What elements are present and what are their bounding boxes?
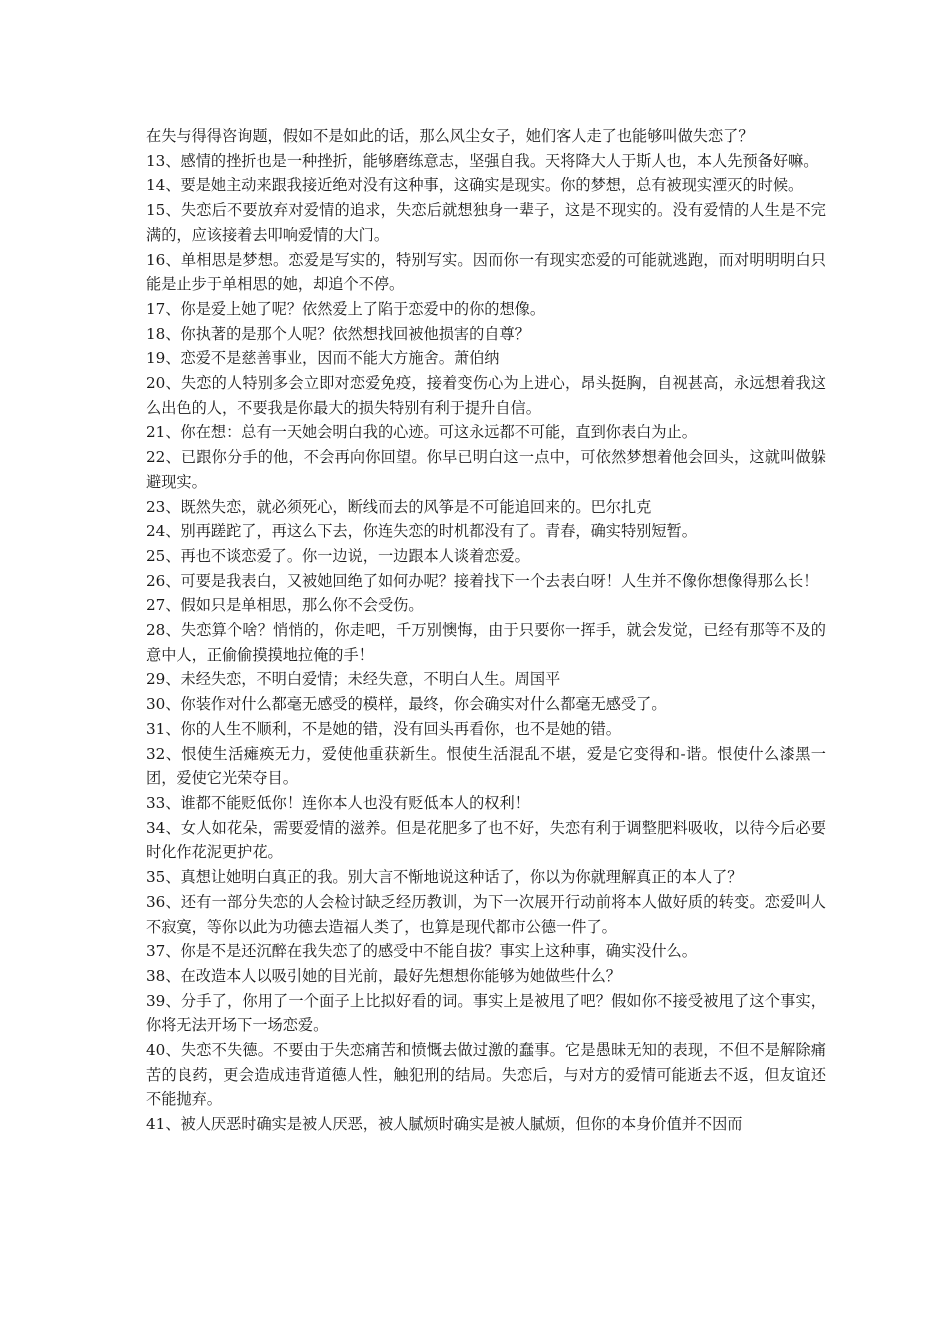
paragraph: 32、恨使生活瘫痪无力，爱使他重获新生。恨使生活混乱不堪，爱是它变得和-谐。恨使什么漆黑一团，爱使它光荣夺目。 <box>146 744 826 788</box>
paragraph: 16、单相思是梦想。恋爱是写实的，特别写实。因而你一有现实恋爱的可能就逃跑，而对明明明白只能是止步于单相思的她，却追个不停。 <box>146 250 826 294</box>
paragraph: 29、未经失恋，不明白爱情；未经失意，不明白人生。周国平 <box>146 670 561 689</box>
paragraph: 31、你的人生不顺利，不是她的错，没有回头再看你，也不是她的错。 <box>146 719 621 738</box>
paragraph: 27、假如只是单相思，那么你不会受伤。 <box>146 596 424 615</box>
paragraph: 在失与得得咨询题，假如不是如此的话，那么风尘女子，她们客人走了也能够叫做失恋了？ <box>146 127 754 145</box>
paragraph: 28、失恋算个啥？悄悄的，你走吧，千万别懊悔，由于只要你一挥手，就会发觉，已经有那等不及的意中人，正偷偷摸摸地拉俺的手！ <box>146 621 826 664</box>
paragraph: 38、在改造本人以吸引她的目光前，最好先想想你能够为她做些什么？ <box>146 966 621 985</box>
paragraph: 24、别再蹉跎了，再这么下去，你连失恋的时机都没有了。青春，确实特别短暂。 <box>146 522 697 541</box>
paragraph: 17、你是爱上她了呢？依然爱上了陷于恋爱中的你的想像。 <box>146 299 546 318</box>
paragraph: 34、女人如花朵，需要爱情的滋养。但是花肥多了也不好，失恋有利于调整肥料吸收，以待今后必要时化作花泥更护花。 <box>146 818 826 862</box>
paragraph: 26、可要是我表白，又被她回绝了如何办呢？接着找下一个去表白呀！人生并不像你想像得那么长！ <box>146 571 819 590</box>
paragraph: 33、谁都不能贬低你！连你本人也没有贬低本人的权利！ <box>146 793 530 812</box>
paragraph: 23、既然失恋，就必须死心，断线而去的风筝是不可能追回来的。巴尔扎克 <box>146 497 652 516</box>
paragraph: 39、分手了，你用了一个面子上比拟好看的词。事实上是被甩了吧？假如你不接受被甩了这个事实，你将无法开场下一场恋爱。 <box>146 991 826 1035</box>
paragraph: 18、你执著的是那个人呢？依然想找回被他损害的自尊？ <box>146 324 530 343</box>
paragraph: 20、失恋的人特别多会立即对恋爱免疫，接着变伤心为上进心，昂头挺胸，自视甚高，永远想着我这么出色的人，不要我是你最大的损失特别有利于提升自信。 <box>146 374 826 417</box>
paragraph: 14、要是她主动来跟我接近绝对没有这种事，这确实是现实。你的梦想，总有被现实湮灭的时候。 <box>146 176 804 195</box>
paragraph: 36、还有一部分失恋的人会检讨缺乏经历教训，为下一次展开行动前将本人做好质的转变。恋爱叫人不寂寞，等你以此为功德去造福人类了，也算是现代都市公德一件了。 <box>146 892 826 936</box>
paragraph: 22、已跟你分手的他，不会再向你回望。你早已明白这一点中，可依然梦想着他会回头，这就叫做躲避现实。 <box>146 448 826 491</box>
paragraph: 40、失恋不失德。不要由于失恋痛苦和愤慨去做过激的蠢事。它是愚昧无知的表现，不但不是解除痛苦的良药，更会造成违背道德人性，触犯刑的结局。失恋后，与对方的爱情可能逝去不返，但友谊还不能抛弃。 <box>146 1041 826 1109</box>
paragraph: 21、你在想：总有一天她会明白我的心迹。可这永远都不可能，直到你表白为止。 <box>146 423 697 442</box>
paragraph: 15、失恋后不要放弃对爱情的追求，失恋后就想独身一辈子，这是不现实的。没有爱情的人生是不完满的，应该接着去叩响爱情的大门。 <box>146 201 826 244</box>
paragraph: 37、你是不是还沉醉在我失恋了的感受中不能自拔？事实上这种事，确实没什么。 <box>146 942 697 961</box>
paragraph: 41、被人厌恶时确实是被人厌恶，被人腻烦时确实是被人腻烦，但你的本身价值并不因而 <box>146 1115 743 1134</box>
paragraph: 13、感情的挫折也是一种挫折，能够磨练意志，坚强自我。天将降大人于斯人也，本人先预备好嘛。 <box>146 151 819 170</box>
document-body <box>146 124 826 1137</box>
paragraph: 35、真想让她明白真正的我。别大言不惭地说这种话了，你以为你就理解真正的本人了？ <box>146 868 743 887</box>
paragraph: 19、恋爱不是慈善事业，因而不能大方施舍。萧伯纳 <box>146 349 500 368</box>
paragraph: 25、再也不谈恋爱了。你一边说，一边跟本人谈着恋爱。 <box>146 546 530 565</box>
paragraph: 30、你装作对什么都毫无感受的模样，最终，你会确实对什么都毫无感受了。 <box>146 695 667 714</box>
